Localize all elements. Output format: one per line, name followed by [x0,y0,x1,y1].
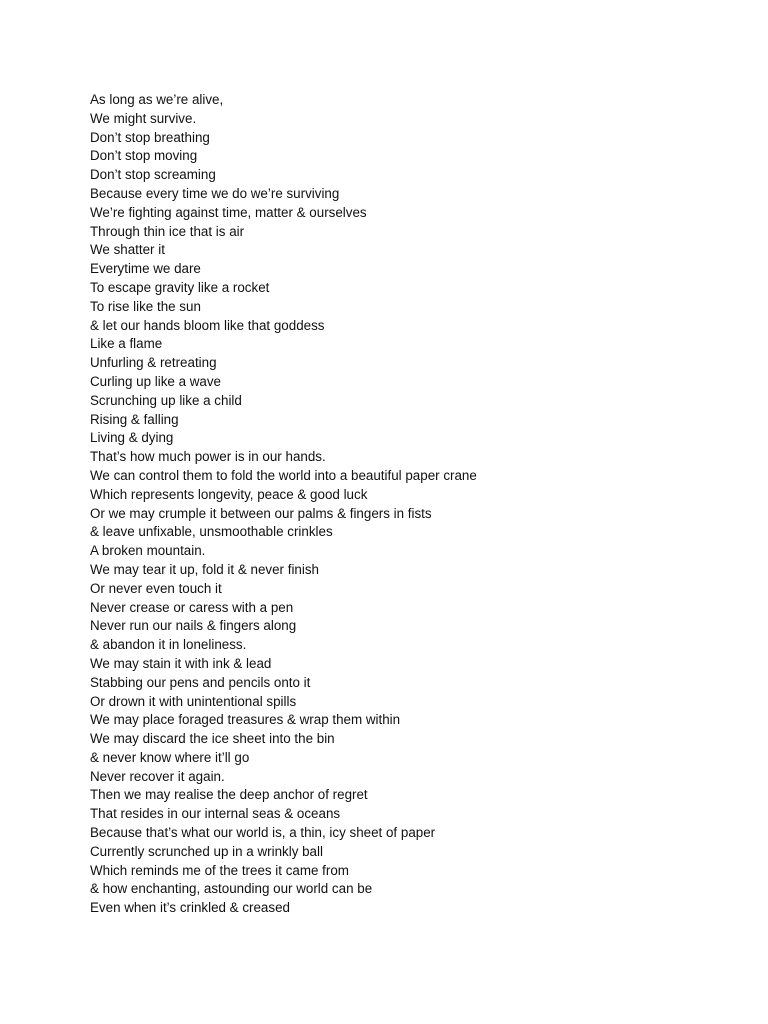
poem-line: Unfurling & retreating [90,355,217,371]
poem-line: Which reminds me of the trees it came from [90,862,349,878]
poem-line: We may stain it with ink & lead [90,655,272,671]
poem-line: Living & dying [90,430,174,446]
poem-line: Don’t stop breathing [90,129,210,145]
poem-line: & never know where it’ll go [90,749,250,765]
poem-line: Don’t stop screaming [90,167,216,183]
poem-line: Scrunching up like a child [90,392,242,408]
poem-line: That resides in our internal seas & oceans [90,806,341,822]
poem-line: That’s how much power is in our hands. [90,449,326,465]
poem-line: Which represents longevity, peace & good luck [90,486,368,502]
poem-line: Stabbing our pens and pencils onto it [90,674,311,690]
poem-line: We may place foraged treasures & wrap them within [90,712,401,728]
poem-line: Because that’s what our world is, a thin, icy sheet of paper [90,825,436,841]
poem-line: Currently scrunched up in a wrinkly ball [90,843,323,859]
poem-line: Never run our nails & fingers along [90,618,297,634]
poem-line: Or drown it with unintentional spills [90,693,297,709]
poem-line: & let our hands bloom like that goddess [90,317,325,333]
poem-line: Even when it’s crinkled & creased [90,900,290,916]
poem-line: To escape gravity like a rocket [90,279,270,295]
poem-line: Like a flame [90,336,163,352]
poem-line: As long as we’re alive, [90,92,224,107]
poem-line: Because every time we do we’re surviving [90,185,340,201]
poem-line: Or we may crumple it between our palms & fingers in fists [90,505,432,521]
poem-line: & how enchanting, astounding our world can be [90,881,373,897]
poem-line: Or never even touch it [90,580,222,596]
poem-text [90,91,730,918]
poem-line: A broken mountain. [90,543,206,559]
poem-line: Never crease or caress with a pen [90,599,294,615]
poem-line: We’re fighting against time, matter & ourselves [90,204,367,220]
poem-line: We might survive. [90,110,197,126]
poem-line: Everytime we dare [90,261,201,277]
poem-line: We may discard the ice sheet into the bin [90,731,335,747]
poem-line: To rise like the sun [90,298,201,314]
poem-line: Rising & falling [90,411,179,427]
poem-line: Never recover it again. [90,768,225,784]
poem-line: Don’t stop moving [90,148,198,164]
poem-line: Curling up like a wave [90,373,221,389]
poem-line: Through thin ice that is air [90,223,245,239]
poem-line: & abandon it in loneliness. [90,637,247,653]
poem-line: We can control them to fold the world into a beautiful paper crane [90,467,477,483]
poem-line: & leave unfixable, unsmoothable crinkles [90,524,333,540]
poem-line: We shatter it [90,242,165,258]
poem-line: We may tear it up, fold it & never finish [90,561,319,577]
poem-line: Then we may realise the deep anchor of regret [90,787,368,803]
